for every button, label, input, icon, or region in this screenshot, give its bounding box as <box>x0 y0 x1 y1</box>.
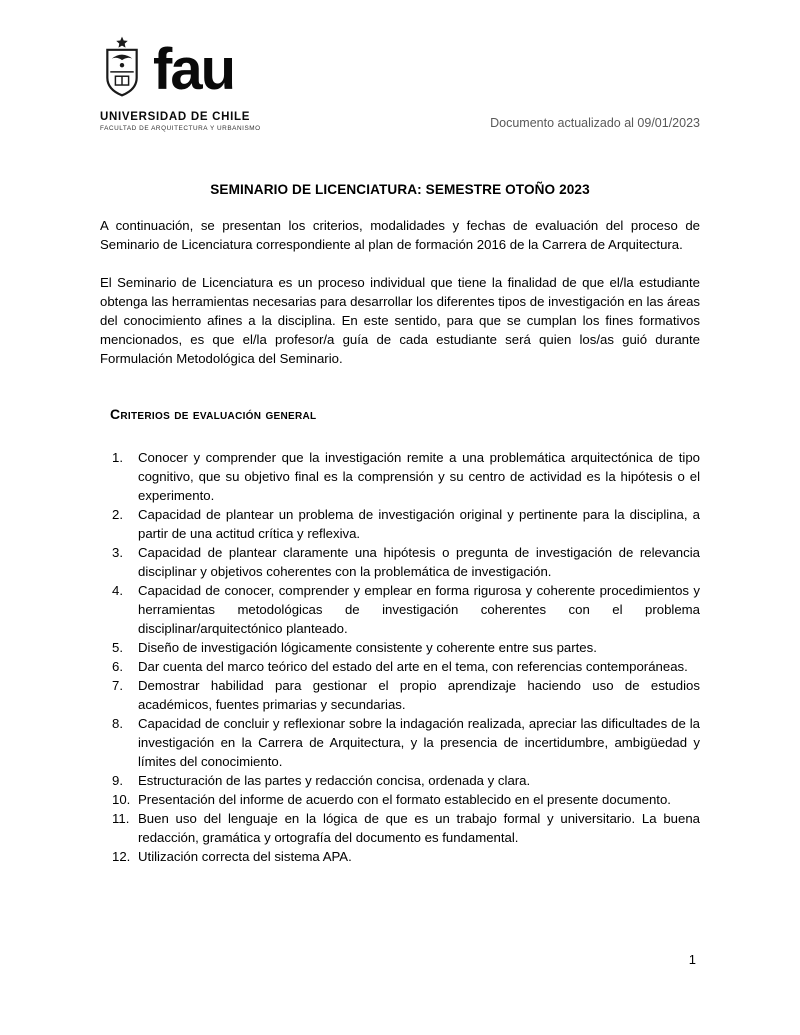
list-item <box>100 448 700 505</box>
list-item-number: 6. <box>112 659 123 674</box>
list-item-number: 7. <box>112 678 123 693</box>
list-item <box>100 657 700 676</box>
page-number: 1 <box>688 952 696 967</box>
list-item <box>100 638 700 657</box>
intro-paragraph-2: El Seminario de Licenciatura es un proceso individual que tiene la finalidad de que el/la estudiante obtenga las herramientas necesarias para desarrollar los diferentes tipos de investigación en las áreas del conocimiento afines a la disciplina. En este sentido, para que se cumplan los fines formativos mencionados, es que el/la profesor/a guía de cada estudiante será quien los/as guió durante Formulación Metodológica del Seminario. <box>100 275 700 366</box>
list-item <box>100 790 700 809</box>
list-item-text: Buen uso del lenguaje en la lógica de que es un trabajo formal y universitario. La buena redacción, gramática y ortografía del documento es fundamental. <box>138 811 700 845</box>
list-item-number: 1. <box>112 450 123 465</box>
list-item-text: Demostrar habilidad para gestionar el propio aprendizaje haciendo uso de estudios académicos, fuentes primarias y secundarias. <box>138 678 700 712</box>
logo-faculty: FACULTAD DE ARQUITECTURA Y URBANISMO <box>100 125 261 132</box>
list-item-text: Utilización correcta del sistema APA. <box>138 849 352 864</box>
list-item-number: 2. <box>112 507 123 522</box>
list-item <box>100 543 700 581</box>
list-item <box>100 714 700 771</box>
list-item-text: Conocer y comprender que la investigación remite a una problemática arquitectónica de tipo cognitivo, que su objetivo final es la comprensión y su centro de actividad es la hipótesis o el experimento. <box>138 450 700 503</box>
list-item-text: Capacidad de concluir y reflexionar sobre la indagación realizada, apreciar las dificultades de la investigación en la Carrera de Arquitectura, y la presencia de incertidumbre, ambigüedad y límites del conocimiento. <box>138 716 700 769</box>
list-item-text: Capacidad de plantear un problema de investigación original y pertinente para la disciplina, a partir de una actitud crítica y reflexiva. <box>138 507 700 541</box>
logo-top-row <box>100 35 261 105</box>
list-item-number: 12. <box>112 849 131 864</box>
list-item <box>100 847 700 866</box>
list-item-number: 8. <box>112 716 123 731</box>
list-item <box>100 676 700 714</box>
intro-paragraph-1: A continuación, se presentan los criterios, modalidades y fechas de evaluación del proceso de Seminario de Licenciatura correspondiente al plan de formación 2016 de la Carrera de Arquitectura. <box>100 218 700 252</box>
list-item-text: Estructuración de las partes y redacción concisa, ordenada y clara. <box>138 773 531 788</box>
criteria-list <box>100 448 700 866</box>
list-item-number: 4. <box>112 583 123 598</box>
logo-university: UNIVERSIDAD DE CHILE <box>100 111 251 123</box>
list-item-text: Presentación del informe de acuerdo con el formato establecido en el presente documento. <box>138 792 671 807</box>
list-item <box>100 581 700 638</box>
list-item <box>100 505 700 543</box>
list-item-text: Dar cuenta del marco teórico del estado del arte en el tema, con referencias contemporáneas. <box>138 659 688 674</box>
list-item-number: 11. <box>112 811 130 826</box>
logo-brand: fau <box>153 36 234 102</box>
section-heading: Criterios de evaluación general <box>110 406 317 422</box>
updated-note: Documento actualizado al 09/01/2023 <box>490 116 700 130</box>
list-item-number: 9. <box>112 773 123 788</box>
list-item <box>100 771 700 790</box>
list-item-text: Diseño de investigación lógicamente consistente y coherente entre sus partes. <box>138 640 597 655</box>
list-item <box>100 809 700 847</box>
list-item-number: 5. <box>112 640 123 655</box>
document-title: SEMINARIO DE LICENCIATURA: SEMESTRE OTOÑO 2023 <box>210 182 590 197</box>
list-item-number: 3. <box>112 545 123 560</box>
list-item-number: 10. <box>112 792 131 807</box>
document-header <box>100 35 700 132</box>
uchile-shield-icon <box>100 35 144 105</box>
list-item-text: Capacidad de conocer, comprender y emplear en forma rigurosa y coherente procedimientos y herramientas metodológicas de investigación coherentes con el problema disciplinar/arquitectónico planteado. <box>138 583 700 636</box>
fau-logo <box>100 35 261 132</box>
list-item-text: Capacidad de plantear claramente una hipótesis o pregunta de investigación de relevancia disciplinar y objetivos coherentes con la problemática de investigación. <box>138 545 700 579</box>
